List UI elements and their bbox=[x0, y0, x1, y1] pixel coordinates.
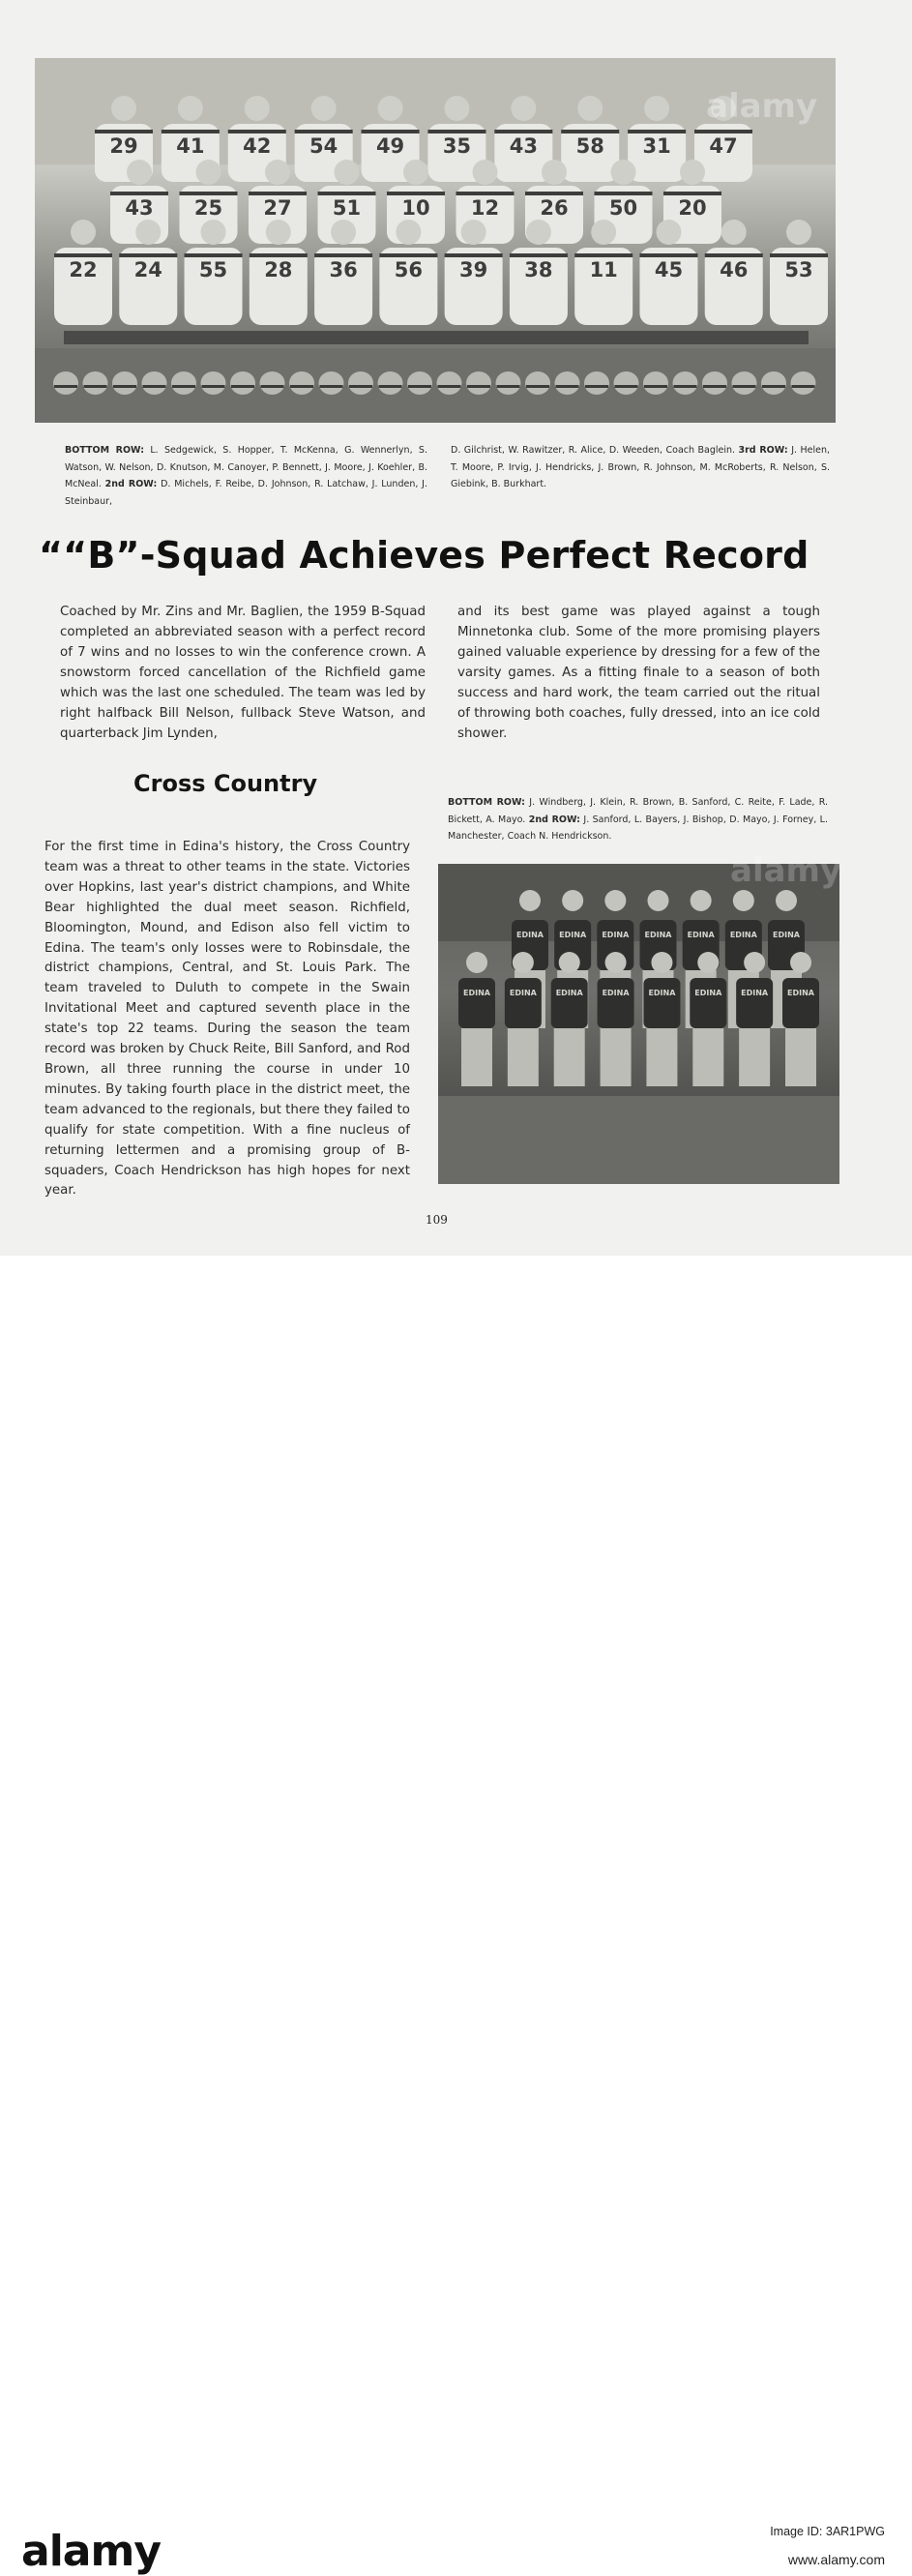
helmet bbox=[761, 371, 786, 395]
helmet-shell bbox=[348, 371, 373, 395]
helmet-bar bbox=[467, 385, 490, 388]
helmet-bar bbox=[674, 385, 697, 388]
runner-head bbox=[604, 890, 626, 911]
helmet-shell bbox=[407, 371, 432, 395]
jersey-number: 47 bbox=[709, 134, 738, 158]
helmet-bar bbox=[585, 385, 608, 388]
helmet-bar bbox=[615, 385, 638, 388]
jersey-stripe bbox=[494, 130, 552, 133]
jersey-stripe bbox=[387, 192, 445, 195]
player-head bbox=[591, 220, 616, 245]
helmet bbox=[702, 371, 727, 395]
runner-head bbox=[651, 952, 672, 973]
jersey-text: EDINA bbox=[644, 931, 672, 939]
helmet-bar bbox=[438, 385, 461, 388]
jersey-number: 25 bbox=[193, 196, 223, 220]
cc-front-row-runners bbox=[458, 952, 819, 1086]
jersey-stripe bbox=[639, 253, 697, 257]
helmet-shell bbox=[702, 371, 727, 395]
jersey-text: EDINA bbox=[787, 989, 814, 997]
jersey-number: 35 bbox=[442, 134, 472, 158]
helmet-shell bbox=[525, 371, 550, 395]
jersey-stripe bbox=[228, 130, 286, 133]
helmet-shell bbox=[466, 371, 491, 395]
player-head bbox=[511, 96, 536, 121]
singlet bbox=[458, 978, 495, 1028]
runner-head bbox=[733, 890, 754, 911]
player-head bbox=[403, 160, 428, 185]
football-team-photo bbox=[35, 58, 836, 423]
runner-legs bbox=[554, 1028, 585, 1086]
helmet-bar bbox=[703, 385, 726, 388]
player-head bbox=[178, 96, 203, 121]
jersey-stripe bbox=[379, 253, 437, 257]
helmet-bar bbox=[556, 385, 579, 388]
caption-row-label: 3rd ROW: bbox=[738, 445, 788, 456]
runner-head bbox=[562, 890, 583, 911]
jersey-stripe bbox=[295, 130, 353, 133]
jersey-number: 12 bbox=[470, 196, 500, 220]
jersey-number: 10 bbox=[401, 196, 430, 220]
jersey-number: 43 bbox=[125, 196, 154, 220]
runner-head bbox=[559, 952, 580, 973]
helmet bbox=[407, 371, 432, 395]
jersey-text: EDINA bbox=[648, 989, 676, 997]
helmet-shell bbox=[260, 371, 285, 395]
helmet-shell bbox=[289, 371, 314, 395]
player-head bbox=[331, 220, 356, 245]
jersey-text: EDINA bbox=[694, 989, 722, 997]
player-head bbox=[127, 160, 152, 185]
jersey-stripe bbox=[770, 253, 828, 257]
jersey-text: EDINA bbox=[741, 989, 769, 997]
jersey-text: EDINA bbox=[602, 931, 630, 939]
alamy-logo: alamy bbox=[21, 2527, 161, 2576]
singlet bbox=[551, 978, 588, 1028]
helmet-bar bbox=[349, 385, 372, 388]
caption-row-label: BOTTOM ROW: bbox=[65, 445, 145, 456]
helmet bbox=[83, 371, 108, 395]
watermark-overlay: alamy bbox=[706, 87, 818, 126]
helmet-shell bbox=[732, 371, 757, 395]
b-squad-article-column-1: Coached by Mr. Zins and Mr. Baglien, the 1959 B-Squad completed an abbreviated season with a perfect record of 7 wins and no losses to win the conference crown. A snowstorm forced cancellation of the Richfield game which was the last one scheduled. The team was led by right halfback Bill Nelson, fullback Steve Watson, and quarterback Jim Lynden, bbox=[60, 605, 426, 741]
helmet bbox=[732, 371, 757, 395]
helmet bbox=[466, 371, 491, 395]
jersey-stripe bbox=[185, 253, 243, 257]
jersey-number: 39 bbox=[459, 258, 488, 281]
helmet bbox=[348, 371, 373, 395]
jersey-stripe bbox=[314, 253, 372, 257]
runner-head bbox=[744, 952, 765, 973]
helmet-shell bbox=[378, 371, 403, 395]
helmet-bar bbox=[408, 385, 431, 388]
helmet bbox=[112, 371, 137, 395]
runner-legs bbox=[461, 1028, 492, 1086]
player-head bbox=[644, 96, 669, 121]
yearbook-page bbox=[0, 0, 912, 1256]
jersey-number: 36 bbox=[329, 258, 358, 281]
jersey-text: EDINA bbox=[773, 931, 800, 939]
singlet bbox=[643, 978, 680, 1028]
player-head bbox=[396, 220, 421, 245]
jersey-stripe bbox=[628, 130, 686, 133]
jersey-stripe bbox=[427, 130, 485, 133]
image-id-label: Image ID: 3AR1PWG bbox=[770, 2525, 885, 2538]
caption-row-label: 2nd ROW: bbox=[528, 814, 580, 825]
helmet bbox=[496, 371, 521, 395]
jersey-text: EDINA bbox=[559, 931, 587, 939]
player-head bbox=[577, 96, 603, 121]
runner-head bbox=[605, 952, 627, 973]
helmet-shell bbox=[584, 371, 609, 395]
caption-row-label: 2nd ROW: bbox=[104, 479, 158, 489]
helmet-bar bbox=[143, 385, 166, 388]
jersey-number: 54 bbox=[309, 134, 338, 158]
helmet bbox=[319, 371, 344, 395]
front-row-player bbox=[770, 220, 828, 325]
helmet bbox=[614, 371, 639, 395]
caption-names: J. Sanford, L. Bayers, J. Bishop, D. Mayo, J. Forney, L. Manchester, Coach N. Hendrickson. bbox=[448, 814, 828, 842]
player-head bbox=[201, 220, 226, 245]
jersey-number: 31 bbox=[642, 134, 671, 158]
jersey-stripe bbox=[250, 253, 308, 257]
helmet-bar bbox=[172, 385, 195, 388]
caption-row-label: BOTTOM ROW: bbox=[448, 797, 525, 808]
helmet-shell bbox=[555, 371, 580, 395]
runner-head bbox=[697, 952, 719, 973]
football-caption bbox=[65, 442, 427, 512]
runner-legs bbox=[692, 1028, 723, 1086]
jersey-text: EDINA bbox=[729, 931, 757, 939]
helmet bbox=[230, 371, 255, 395]
runner-legs bbox=[739, 1028, 770, 1086]
grass-ground bbox=[438, 1096, 839, 1184]
helmet bbox=[525, 371, 550, 395]
runner-head bbox=[776, 890, 797, 911]
helmet bbox=[53, 371, 78, 395]
player-head bbox=[71, 220, 96, 245]
helmet-shell bbox=[53, 371, 78, 395]
football-caption-continued bbox=[451, 442, 830, 494]
helmet-bar bbox=[113, 385, 136, 388]
runner-legs bbox=[508, 1028, 539, 1086]
helmet-bar bbox=[202, 385, 225, 388]
player-head bbox=[656, 220, 681, 245]
helmet bbox=[289, 371, 314, 395]
runner-head bbox=[519, 890, 541, 911]
helmet-bar bbox=[792, 385, 815, 388]
helmet-bar bbox=[231, 385, 254, 388]
b-squad-headline: ““B”-Squad Achieves Perfect Record bbox=[39, 534, 809, 577]
helmet-bar bbox=[762, 385, 785, 388]
caption-names: J. Helen, T. Moore, P. Irvig, J. Hendricks, J. Brown, R. Johnson, M. McRoberts, R. Nelson, S. Giebink, B. Burkhart. bbox=[451, 445, 830, 489]
runner-legs bbox=[601, 1028, 632, 1086]
player-head bbox=[196, 160, 221, 185]
player-head bbox=[711, 96, 736, 121]
jersey-stripe bbox=[574, 253, 633, 257]
runner-head bbox=[790, 952, 811, 973]
helmet bbox=[378, 371, 403, 395]
jersey-stripe bbox=[705, 253, 763, 257]
jersey-number: 56 bbox=[394, 258, 423, 281]
jersey-number: 26 bbox=[540, 196, 569, 220]
player-head bbox=[461, 220, 486, 245]
jersey-stripe bbox=[110, 192, 168, 195]
singlet bbox=[736, 978, 773, 1028]
helmet bbox=[260, 371, 285, 395]
jersey-number: 55 bbox=[198, 258, 228, 281]
jersey-number: 20 bbox=[678, 196, 707, 220]
helmet-shell bbox=[437, 371, 462, 395]
runner-head bbox=[691, 890, 712, 911]
helmet bbox=[171, 371, 196, 395]
jersey-number: 22 bbox=[69, 258, 98, 281]
jersey-stripe bbox=[180, 192, 238, 195]
jersey-text: EDINA bbox=[463, 989, 490, 997]
player-head bbox=[444, 96, 469, 121]
jersey-stripe bbox=[525, 192, 583, 195]
jersey-stripe bbox=[119, 253, 177, 257]
player-head bbox=[266, 220, 291, 245]
jersey-number: 38 bbox=[524, 258, 553, 281]
jersey-stripe bbox=[318, 192, 376, 195]
helmet-bar bbox=[644, 385, 667, 388]
helmet-shell bbox=[791, 371, 816, 395]
cross-country-team-photo bbox=[438, 864, 839, 1184]
player-head bbox=[473, 160, 498, 185]
helmet-shell bbox=[112, 371, 137, 395]
caption-names: J. Windberg, J. Klein, R. Brown, B. Sanford, C. Reite, F. Lade, R. Bickett, A. Mayo. bbox=[448, 797, 828, 825]
helmet-shell bbox=[230, 371, 255, 395]
runner-legs bbox=[646, 1028, 677, 1086]
football-photo-graphic bbox=[35, 58, 836, 423]
helmet-bar bbox=[526, 385, 549, 388]
helmet-shell bbox=[673, 371, 698, 395]
stock-footer-bar bbox=[0, 1256, 912, 2576]
helmet bbox=[584, 371, 609, 395]
jersey-number: 50 bbox=[608, 196, 638, 220]
cross-country-caption bbox=[448, 794, 828, 845]
helmet bbox=[437, 371, 462, 395]
singlet bbox=[690, 978, 726, 1028]
cross-country-article: For the first time in Edina's history, the Cross Country team was a threat to other teams in the state. Victories over Hopkins, last year's district champions, and White Bear highlighted the dual meet season. Richfield, Bloomington, Mound, and Edison also fell victim to Edina. The team's only losses were to Robinsdale, the district champions, Central, and St. Louis Park. The team traveled to Duluth to compete in the Swain Invitational Meet and captured seventh place in the state's top 22 teams. During the season the team record was broken by Chuck Reite, Bill Sanford, and Rod Brown, all three running the course in under 10 minutes. By taking fourth place in the district meet, the team advanced to the regionals, but there they failed to qualify for state competition. With a fine nucleus of returning lettermen and a promising group of B-squaders, Coach Hendrickson has high hopes for next year. bbox=[44, 840, 410, 1199]
jersey-number: 27 bbox=[263, 196, 292, 220]
jersey-number: 24 bbox=[133, 258, 162, 281]
alamy-url-link[interactable]: www.alamy.com bbox=[787, 2552, 885, 2567]
player-head bbox=[245, 96, 270, 121]
helmet-bar bbox=[261, 385, 284, 388]
helmet-shell bbox=[614, 371, 639, 395]
caption-names: L. Sedgewick, S. Hopper, T. McKenna, G. Wennerlyn, S. Watson, W. Nelson, D. Knutson, M. Canoyer, P. Bennett, J. Moore, J. Koehler, B. McNeal. bbox=[65, 445, 427, 489]
jersey-text: EDINA bbox=[555, 989, 583, 997]
helmet-bar bbox=[54, 385, 77, 388]
jersey-number: 29 bbox=[109, 134, 138, 158]
jersey-number: 51 bbox=[332, 196, 362, 220]
helmet-shell bbox=[142, 371, 167, 395]
player-head bbox=[680, 160, 705, 185]
helmet bbox=[791, 371, 816, 395]
player-head bbox=[311, 96, 337, 121]
jersey-number: 49 bbox=[375, 134, 405, 158]
cc-front-row-runner bbox=[458, 952, 495, 1086]
helmet-bar bbox=[733, 385, 756, 388]
jersey-stripe bbox=[694, 130, 752, 133]
player-head bbox=[526, 220, 551, 245]
jersey-stripe bbox=[663, 192, 721, 195]
helmet bbox=[643, 371, 668, 395]
helmet bbox=[555, 371, 580, 395]
jersey-number: 46 bbox=[720, 258, 749, 281]
jersey-number: 53 bbox=[784, 258, 813, 281]
runner-head bbox=[513, 952, 534, 973]
jersey-stripe bbox=[249, 192, 307, 195]
jersey-text: EDINA bbox=[509, 989, 537, 997]
jersey-text: EDINA bbox=[602, 989, 630, 997]
jersey-text: EDINA bbox=[687, 931, 715, 939]
helmet-bar bbox=[497, 385, 520, 388]
helmet-shell bbox=[319, 371, 344, 395]
jersey-text: EDINA bbox=[516, 931, 544, 939]
helmet-bar bbox=[84, 385, 107, 388]
page-number: 109 bbox=[426, 1213, 448, 1227]
helmet-shell bbox=[643, 371, 668, 395]
runner-legs bbox=[785, 1028, 816, 1086]
player-head bbox=[135, 220, 161, 245]
player-head bbox=[721, 220, 747, 245]
jersey-number: 45 bbox=[654, 258, 684, 281]
jersey-number: 43 bbox=[509, 134, 538, 158]
singlet bbox=[505, 978, 542, 1028]
cross-country-heading: Cross Country bbox=[133, 770, 318, 797]
jersey-number: 11 bbox=[589, 258, 618, 281]
jersey-stripe bbox=[561, 130, 619, 133]
singlet bbox=[782, 978, 819, 1028]
bench bbox=[64, 331, 809, 344]
helmet-bar bbox=[320, 385, 343, 388]
player-head bbox=[378, 96, 403, 121]
helmet bbox=[673, 371, 698, 395]
helmet-shell bbox=[761, 371, 786, 395]
cross-country-photo-graphic bbox=[438, 864, 839, 1184]
jersey-stripe bbox=[456, 192, 515, 195]
jersey-number: 28 bbox=[264, 258, 293, 281]
b-squad-article-column-2: and its best game was played against a tough Minnetonka club. Some of the more promising players gained valuable experience by dressing for a few of the varsity games. As a fitting finale to a season of both success and hard work, the team carried out the ritual of throwing both coaches, fully dressed, into an ice cold shower. bbox=[457, 605, 820, 741]
jersey-stripe bbox=[445, 253, 503, 257]
caption-names: D. Gilchrist, W. Rawitzer, R. Alice, D. Weeden, Coach Baglein. bbox=[451, 445, 739, 456]
jersey-stripe bbox=[162, 130, 220, 133]
singlet bbox=[598, 978, 634, 1028]
jersey-stripe bbox=[510, 253, 568, 257]
player-head bbox=[265, 160, 290, 185]
helmet bbox=[201, 371, 226, 395]
jersey-number: 42 bbox=[243, 134, 272, 158]
jersey-stripe bbox=[54, 253, 112, 257]
jersey-stripe bbox=[362, 130, 420, 133]
player-head bbox=[611, 160, 636, 185]
helmet-shell bbox=[83, 371, 108, 395]
helmet-bar bbox=[379, 385, 402, 388]
front-row-player bbox=[54, 220, 112, 325]
watermark-overlay: alamy bbox=[730, 851, 842, 890]
player-head bbox=[786, 220, 811, 245]
runner-head bbox=[648, 890, 669, 911]
jersey-number: 41 bbox=[176, 134, 205, 158]
runner-head bbox=[466, 952, 487, 973]
player-head bbox=[335, 160, 360, 185]
player-head bbox=[542, 160, 567, 185]
player-head bbox=[111, 96, 136, 121]
jersey-stripe bbox=[95, 130, 153, 133]
helmet-bar bbox=[290, 385, 313, 388]
helmet bbox=[142, 371, 167, 395]
helmet-shell bbox=[201, 371, 226, 395]
jersey-number: 58 bbox=[575, 134, 604, 158]
caption-names: D. Michels, F. Reibe, D. Johnson, R. Latchaw, J. Lunden, J. Steinbaur, bbox=[65, 479, 427, 507]
helmet-shell bbox=[496, 371, 521, 395]
jersey-stripe bbox=[595, 192, 653, 195]
helmet-shell bbox=[171, 371, 196, 395]
